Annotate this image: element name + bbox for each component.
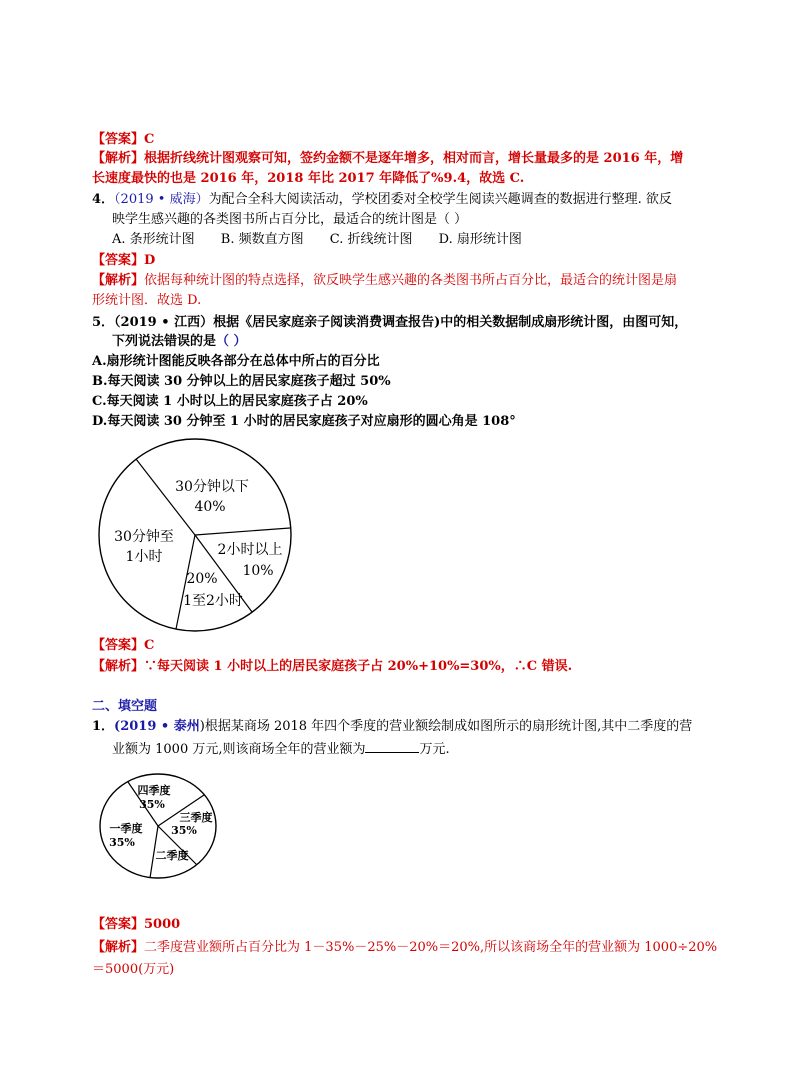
q4-analysis-text1: 依据每种统计图的特点选择，欲反映学生感兴趣的各类图书所占百分比，最适合的统计图是扇 xyxy=(144,273,678,288)
fb1-analysis-line1 xyxy=(92,938,717,958)
q4-number: 4． xyxy=(92,192,115,207)
q5-stem-line2 xyxy=(112,332,247,352)
q5-paren: （ ） xyxy=(216,334,247,349)
fb1-pie-pct-q1: 35% xyxy=(109,836,135,849)
fb1-pie-label-q3: 三季度 xyxy=(179,811,213,824)
q3-analysis-line1 xyxy=(92,149,683,169)
q5-analysis-row xyxy=(92,657,572,677)
q5-source: （2019 • 江西） xyxy=(114,315,214,330)
q5-pie-pct-over2h: 10% xyxy=(242,563,274,579)
fb1-analysis-line2: ＝5000(万元) xyxy=(92,962,175,977)
q5-pie-label-1to2h: 1至2小时 xyxy=(183,593,243,609)
q3-analysis-line2: 长速度最快的也是 2016 年，2018 年比 2017 年降低了%9.4，故选 C. xyxy=(92,171,525,186)
answer-label: 【答案】 xyxy=(92,638,145,653)
q5-option-b: B.每天阅读 30 分钟以上的居民家庭孩子超过 50% xyxy=(92,374,391,389)
fb1-source: (2019 • 泰州 xyxy=(114,719,200,734)
q3-answer-row xyxy=(92,130,154,150)
q5-pie-label-under30: 30分钟以下 xyxy=(175,479,249,495)
q4-stem-text1: 为配合全科大阅读活动，学校团委对全校学生阅读兴趣调查的数据进行整理. 欲反 xyxy=(208,192,672,207)
q4-option-a: A. 条形统计图 xyxy=(112,232,195,247)
q4-option-d: D. 扇形统计图 xyxy=(438,232,522,247)
analysis-label: 【解析】 xyxy=(92,659,145,674)
q5-stem-text2: 下列说法错误的是 xyxy=(112,334,217,349)
q5-pie-divider-2 xyxy=(195,528,290,535)
q5-stem-line1 xyxy=(92,313,687,333)
q4-analysis-line2: 形统计图．故选 D. xyxy=(92,293,202,308)
q3-analysis-text1: 根据折线统计图观察可知，签约金额不是逐年增多，相对而言，增长量最多的是 2016 年，增 xyxy=(144,151,684,166)
fb1-answer: 5000 xyxy=(144,917,181,932)
q5-number: 5． xyxy=(92,315,115,330)
fb1-stem-line2 xyxy=(112,740,450,760)
q5-option-c: C.每天阅读 1 小时以上的居民家庭孩子占 20% xyxy=(92,394,368,409)
q5-pie-pct-under30: 40% xyxy=(194,499,226,515)
q4-options xyxy=(112,230,544,250)
analysis-label: 【解析】 xyxy=(92,151,145,166)
q5-option-d: D.每天阅读 30 分钟至 1 小时的居民家庭孩子对应扇形的圆心角是 108° xyxy=(92,414,516,429)
q5-answer: C xyxy=(144,638,155,653)
fb1-stem-text1: )根据某商场 2018 年四个季度的营业额绘制成如图所示的扇形统计图,其中二季度的营 xyxy=(199,719,693,734)
q5-analysis-text: ∵每天阅读 1 小时以上的居民家庭孩子占 20%+10%=30%，∴C 错误. xyxy=(144,659,573,674)
q4-option-b: B. 频数直方图 xyxy=(220,232,304,247)
fb1-answer-row xyxy=(92,915,180,935)
fb1-analysis-text1: 二季度营业额所占百分比为 1－35%－25%－20%＝20%,所以该商场全年的营业额为 1000÷20% xyxy=(144,940,718,955)
analysis-label: 【解析】 xyxy=(92,273,145,288)
answer-label: 【答案】 xyxy=(92,132,145,147)
q4-stem-line1 xyxy=(92,190,672,210)
fb1-pie-label-q4: 四季度 xyxy=(137,784,171,797)
q5-stem-text1: 根据《居民家庭亲子阅读消费调查报告)中的相关数据制成扇形统计图，由图可知， xyxy=(213,315,688,330)
q4-analysis-line1 xyxy=(92,271,677,291)
q5-pie-label-30to60-b: 1小时 xyxy=(125,549,163,565)
fb1-stem-line1 xyxy=(92,717,692,737)
fb1-pie-label-q1: 一季度 xyxy=(109,822,143,835)
q4-answer: D xyxy=(144,253,156,268)
fb1-answer-blank xyxy=(365,740,419,753)
q4-source: （2019 • 威海） xyxy=(114,192,209,207)
section2-title: 二、填空题 xyxy=(92,699,158,714)
analysis-label: 【解析】 xyxy=(92,940,145,955)
q5-pie-label-30to60-a: 30分钟至 xyxy=(114,529,174,545)
fb1-pie-pct-q4: 35% xyxy=(139,798,165,811)
q5-pie-pct-1to2h: 20% xyxy=(186,571,218,587)
q4-stem-line2: 映学生感兴趣的各类图书所占百分比，最适合的统计图是（ ） xyxy=(112,212,468,227)
fb1-pie-pct-q3: 35% xyxy=(171,824,197,837)
q5-pie-chart xyxy=(92,435,302,635)
q5-option-a: A.扇形统计图能反映各部分在总体中所占的百分比 xyxy=(92,354,380,369)
answer-label: 【答案】 xyxy=(92,917,145,932)
q4-answer-row xyxy=(92,251,155,271)
fb1-pie-chart xyxy=(96,772,226,882)
answer-label: 【答案】 xyxy=(92,253,145,268)
fb1-stem-text2a: 业额为 1000 万元,则该商场全年的营业额为 xyxy=(112,742,366,757)
fb1-number: 1． xyxy=(92,719,115,734)
q5-pie-divider-1 xyxy=(136,459,195,535)
q5-pie-label-over2h: 2小时以上 xyxy=(217,542,283,558)
q3-answer: C xyxy=(144,132,155,147)
q4-option-c: C. 折线统计图 xyxy=(329,232,413,247)
fb1-pie-label-q2: 二季度 xyxy=(155,849,189,862)
fb1-stem-text2b: 万元. xyxy=(419,742,450,757)
q5-answer-row xyxy=(92,636,154,656)
